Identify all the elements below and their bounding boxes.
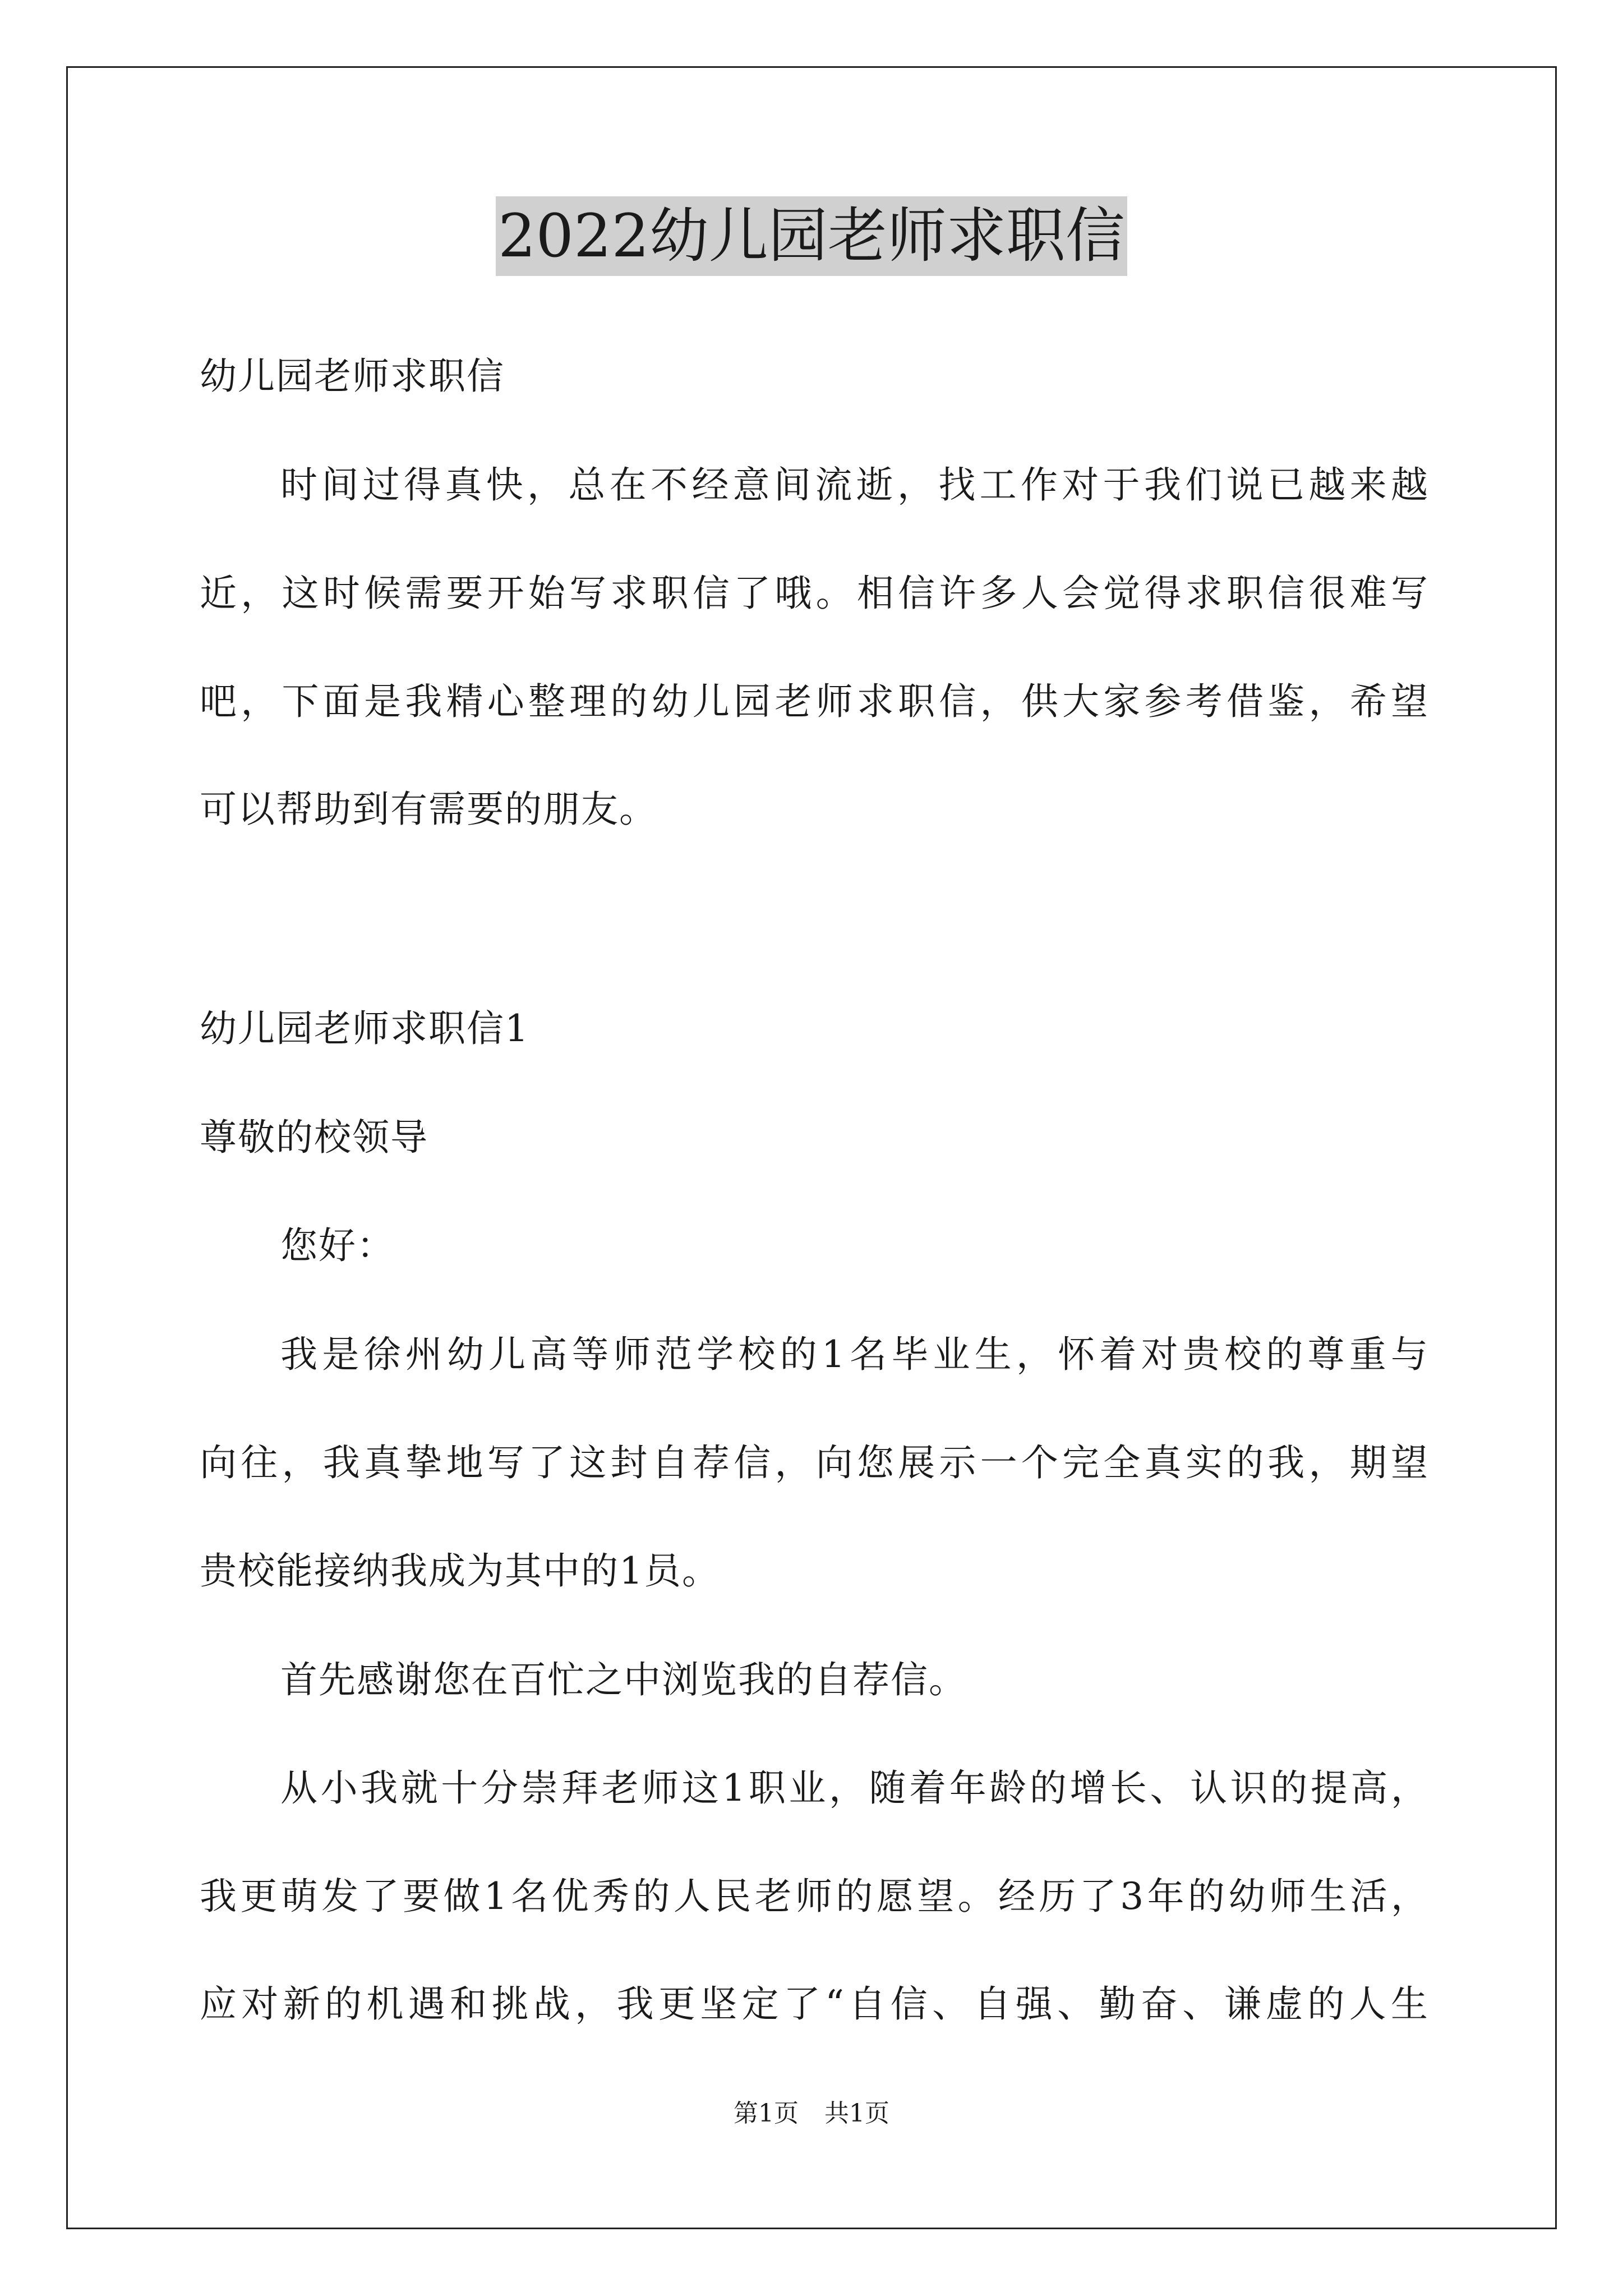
document-title (0, 196, 1623, 276)
body-line-6: 我更萌发了要做1名优秀的人民老师的愿望。经历了3年的幼师生活， (200, 1875, 1428, 1918)
body-line-5: 从小我就十分崇拜老师这1职业，随着年龄的增长、认识的提高， (280, 1766, 1428, 1810)
page-footer (0, 2097, 1623, 2131)
salutation-line: 尊敬的校领导 (200, 1116, 428, 1159)
body-line-7: 应对新的机遇和挑战，我更坚定了“自信、自强、勤奋、谦虚的人生 (200, 1982, 1428, 2026)
intro-line-3: 吧，下面是我精心整理的幼儿园老师求职信，供大家参考借鉴，希望 (200, 680, 1428, 723)
body-line-1: 我是徐州幼儿高等师范学校的1名毕业生，怀着对贵校的尊重与 (280, 1333, 1428, 1376)
section-heading: 幼儿园老师求职信1 (200, 1007, 529, 1050)
greeting-line: 您好： (280, 1224, 395, 1267)
intro-line-4: 可以帮助到有需要的朋友。 (200, 788, 657, 831)
subtitle-line: 幼儿园老师求职信 (200, 355, 505, 398)
intro-line-1: 时间过得真快，总在不经意间流逝，找工作对于我们说已越来越 (280, 463, 1428, 507)
body-line-2: 向往，我真挚地写了这封自荐信，向您展示一个完全真实的我，期望 (200, 1441, 1428, 1484)
document-title-text: 2022幼儿园老师求职信 (496, 196, 1127, 276)
body-line-4: 首先感谢您在百忙之中浏览我的自荐信。 (280, 1658, 967, 1701)
page-total: 共1页 (824, 2099, 889, 2128)
page-number: 第1页 (734, 2099, 799, 2128)
body-line-3: 贵校能接纳我成为其中的1员。 (200, 1549, 720, 1593)
intro-line-2: 近，这时候需要开始写求职信了哦。相信许多人会觉得求职信很难写 (200, 572, 1428, 615)
